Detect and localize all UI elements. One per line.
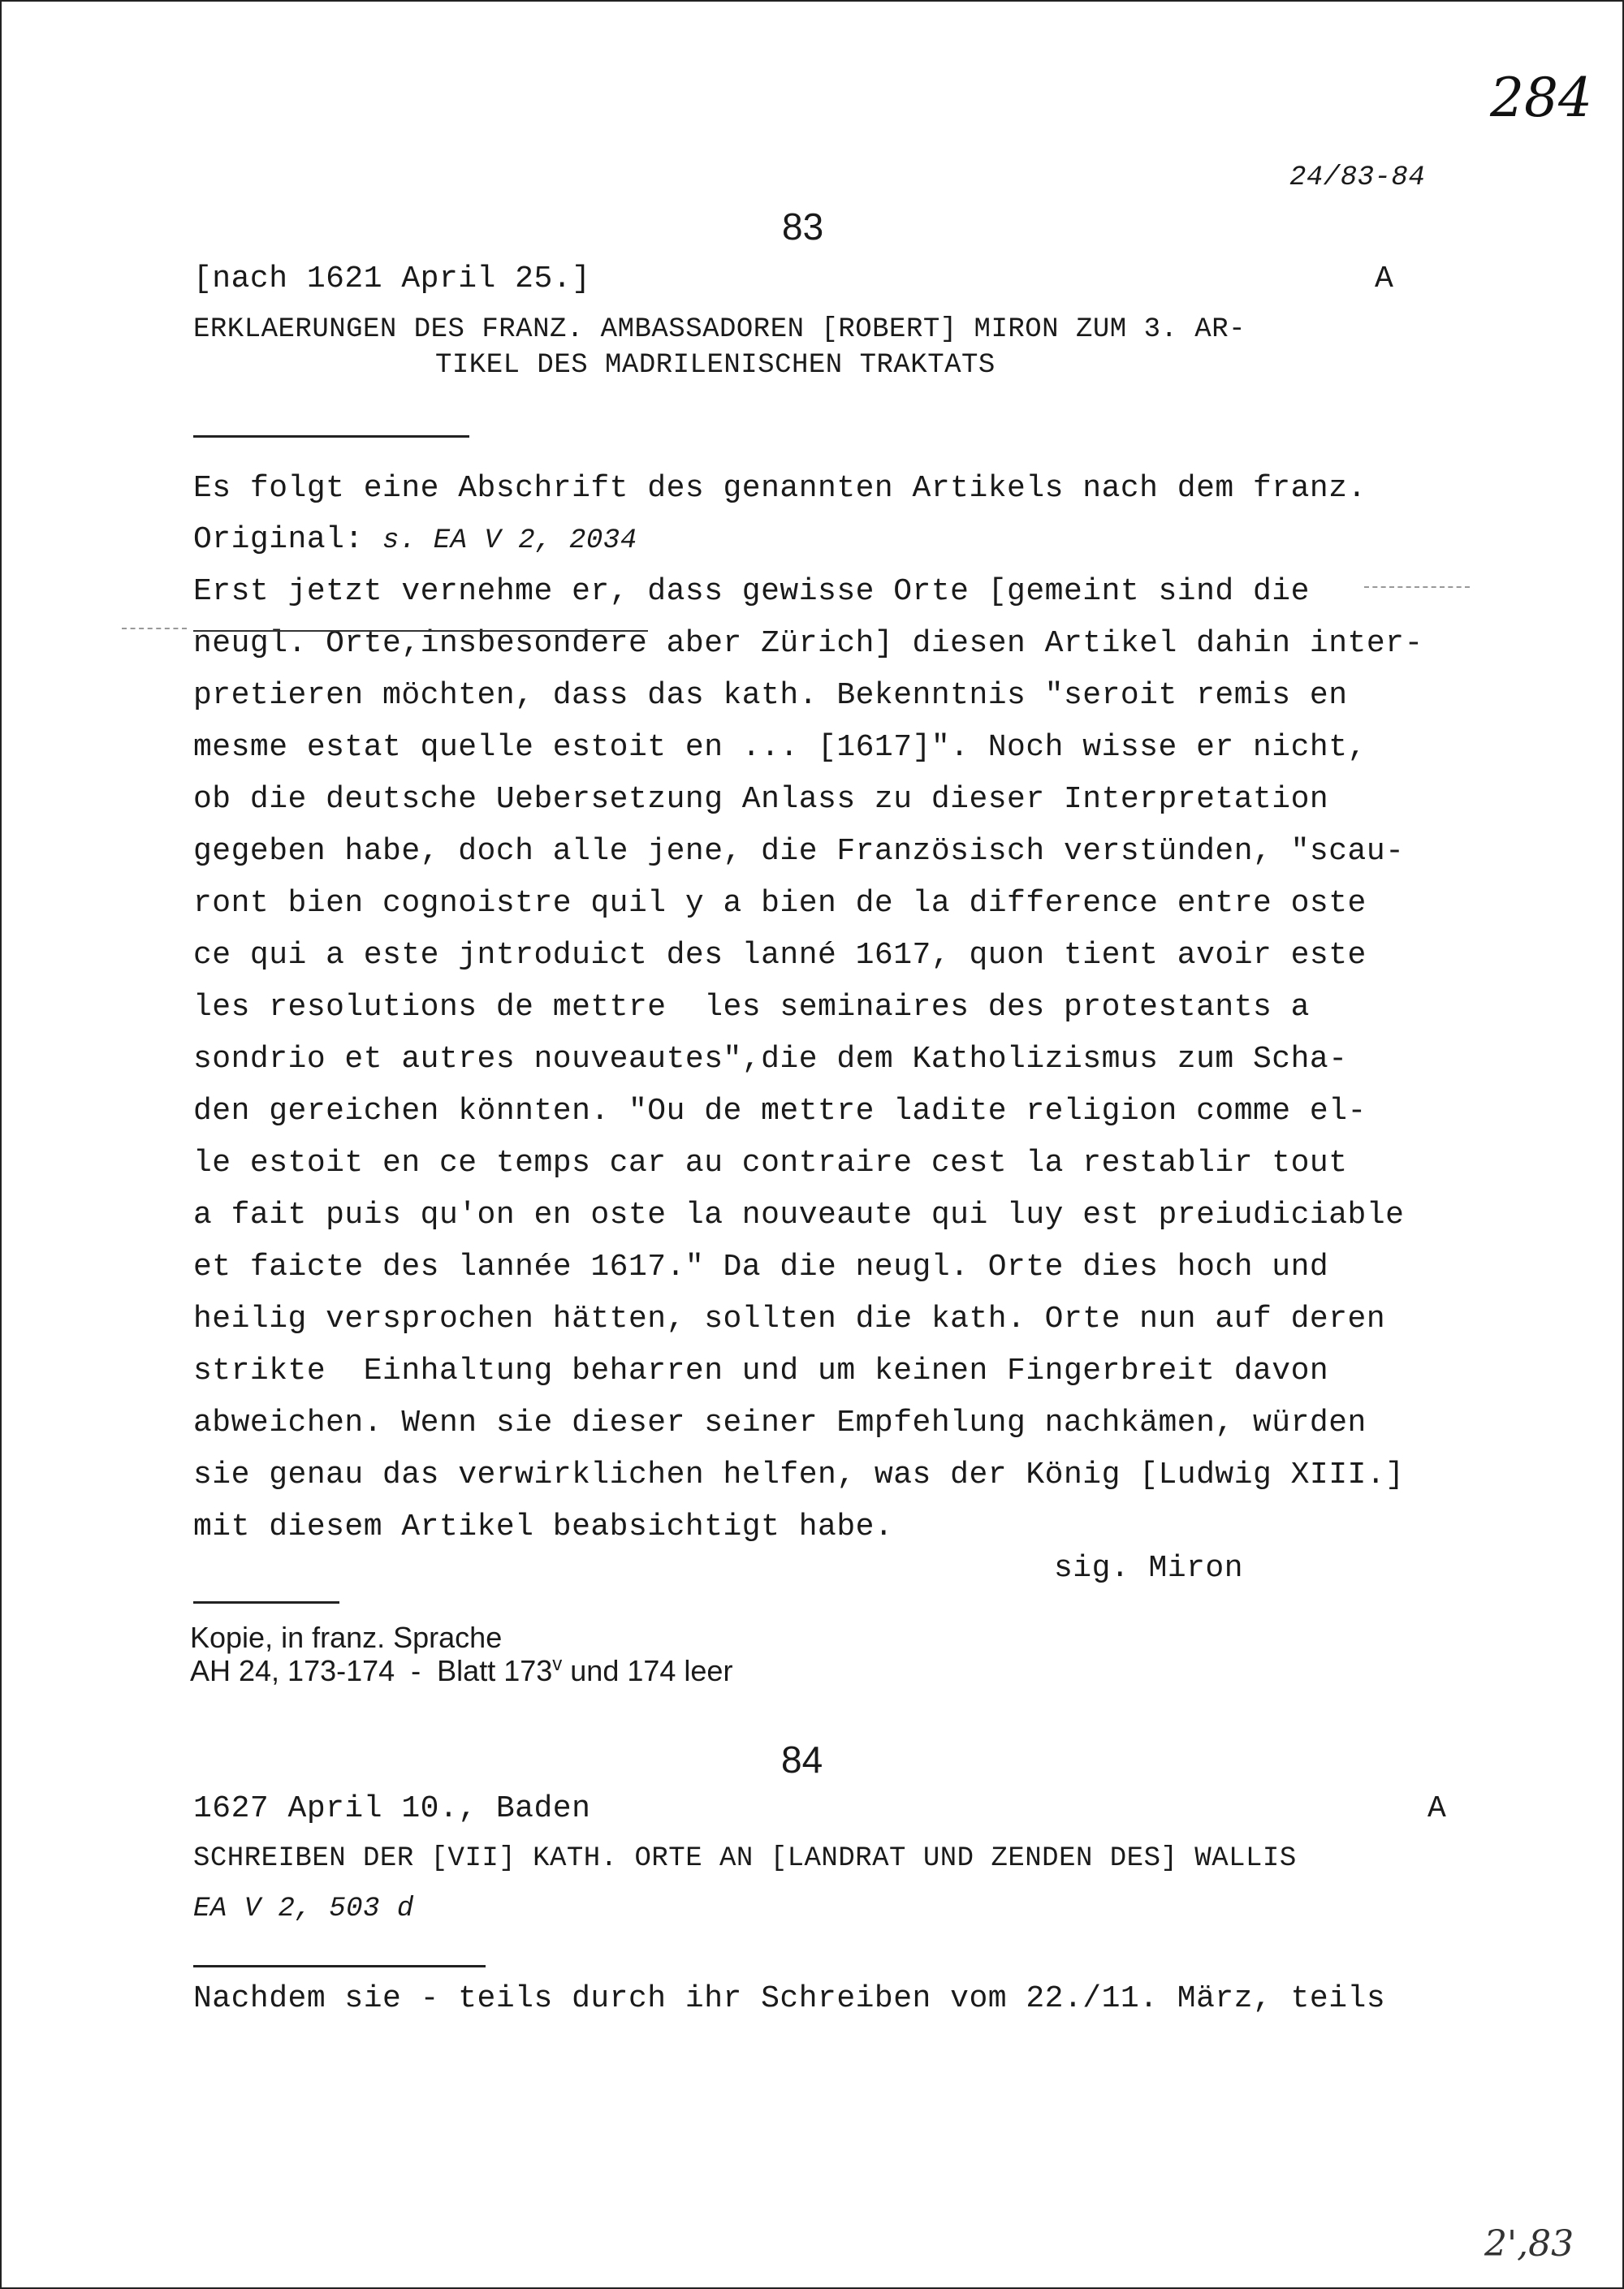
doc84-grade: A — [1427, 1791, 1447, 1826]
reference-range: 24/83-84 — [1289, 162, 1426, 193]
scan-artifact-dash — [122, 628, 187, 629]
handwritten-folio-number: 284 — [1490, 67, 1592, 129]
doc83-intro-line1: Es folgt eine Abschrift des genannten Artikels nach dem franz. — [193, 471, 1367, 506]
body-line: strikte Einhaltung beharren und um keinen Fingerbreit davon — [193, 1354, 1329, 1389]
body-line: gegeben habe, doch alle jene, die Französisch verstünden, "scau- — [193, 834, 1405, 869]
body-line: abweichen. Wenn sie dieser seiner Empfehlung nachkämen, würden — [193, 1406, 1367, 1440]
strike-line — [193, 630, 648, 632]
bottom-archive-stamp: 2',83 — [1484, 2223, 1574, 2265]
body-line: ob die deutsche Uebersetzung Anlass zu dieser Interpretation — [193, 782, 1329, 817]
doc83-signature: sig. Miron — [1054, 1551, 1244, 1586]
body-line: mesme estat quelle estoit en ... [1617]". Noch wisse er nicht, — [193, 730, 1367, 765]
body-line: ce qui a este jntroduict des lanné 1617, quon tient avoir este — [193, 938, 1367, 973]
doc83-note-verso-mark: v — [552, 1653, 563, 1675]
doc83-note-rule — [193, 1601, 339, 1604]
body-line: Erst jetzt vernehme er, dass gewisse Orte [gemeint sind die — [193, 574, 1310, 609]
doc83-grade: A — [1375, 261, 1394, 296]
doc84-source-reference: EA V 2, 503 d — [193, 1894, 414, 1924]
doc83-intro-label: Original: — [193, 522, 383, 557]
body-line: ront bien cognoistre quil y a bien de la difference entre oste — [193, 886, 1367, 921]
doc83-date: [nach 1621 April 25.] — [193, 261, 591, 296]
doc83-note-line1: Kopie, in franz. Sprache — [190, 1621, 503, 1654]
body-line: les resolutions de mettre les seminaires des protestants a — [193, 990, 1310, 1025]
scan-artifact-dash — [1364, 586, 1470, 588]
body-line: et faicte des lannée 1617." Da die neugl. Orte dies hoch und — [193, 1250, 1329, 1285]
doc83-separator-rule — [193, 435, 469, 438]
doc83-note-source: AH 24, 173-174 - Blatt 173 — [190, 1654, 553, 1687]
doc83-intro-line2 — [193, 522, 637, 557]
doc84-separator-rule — [193, 1965, 486, 1967]
doc83-title-line2: TIKEL DES MADRILENISCHEN TRAKTATS — [435, 350, 996, 381]
doc83-source-reference: s. EA V 2, 2034 — [382, 525, 637, 556]
body-line: pretieren möchten, dass das kath. Bekenntnis "seroit remis en — [193, 678, 1348, 713]
doc83-note-line2 — [190, 1653, 732, 1688]
body-line: sondrio et autres nouveautes",die dem Katholizismus zum Scha- — [193, 1042, 1348, 1077]
doc84-number: 84 — [781, 1738, 823, 1781]
doc83-number: 83 — [782, 205, 824, 248]
doc84-body-line1: Nachdem sie - teils durch ihr Schreiben vom 22./11. März, teils — [193, 1981, 1386, 2016]
doc83-title-line1: ERKLAERUNGEN DES FRANZ. AMBASSADOREN [ROBERT] MIRON ZUM 3. AR- — [193, 314, 1246, 345]
body-line: den gereichen könnten. "Ou de mettre ladite religion comme el- — [193, 1094, 1367, 1129]
body-line: mit diesem Artikel beabsichtigt habe. — [193, 1509, 894, 1544]
body-line: le estoit en ce temps car au contraire cest la restablir tout — [193, 1146, 1348, 1181]
doc84-title: SCHREIBEN DER [VII] KATH. ORTE AN [LANDRAT UND ZENDEN DES] WALLIS — [193, 1843, 1297, 1874]
body-line: sie genau das verwirklichen helfen, was der König [Ludwig XIII.] — [193, 1458, 1405, 1492]
doc84-date: 1627 April 10., Baden — [193, 1791, 591, 1826]
body-line: heilig versprochen hätten, sollten die kath. Orte nun auf deren — [193, 1302, 1386, 1337]
doc83-note-remark: und 174 leer — [562, 1654, 733, 1687]
body-line: neugl. Orte,insbesondere aber Zürich] diesen Artikel dahin inter- — [193, 626, 1423, 661]
body-line: a fait puis qu'on en oste la nouveaute qui luy est preiudiciable — [193, 1198, 1405, 1233]
